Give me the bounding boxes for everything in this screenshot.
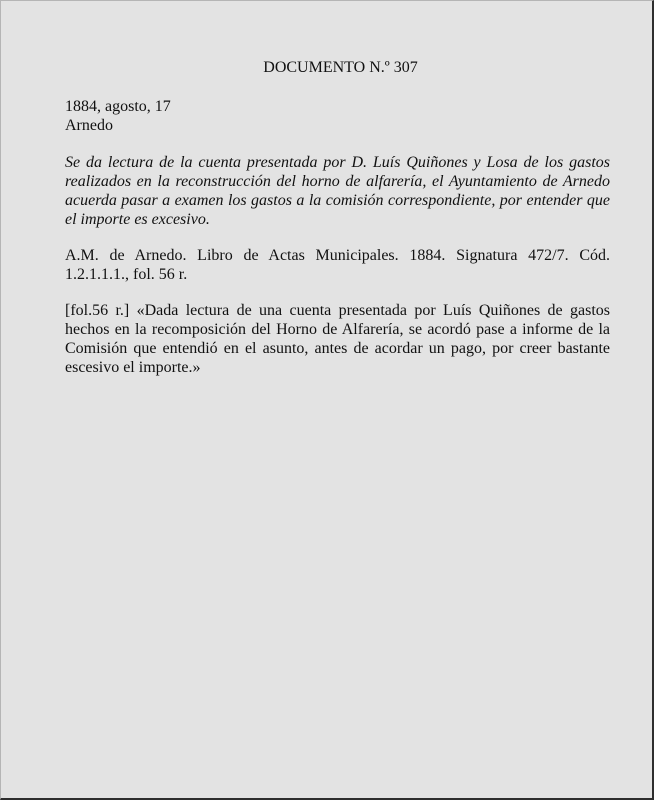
- document-title: DOCUMENTO N.º 307: [263, 59, 418, 76]
- document-content: [65, 58, 610, 394]
- archive-source: A.M. de Arnedo. Libro de Actas Municipales. 1884. Signatura 472/7. Cód. 1.2.1.1.1., fol. 56 r.: [65, 247, 610, 283]
- date-place-block: [65, 97, 610, 135]
- document-place: Arnedo: [65, 117, 113, 134]
- document-summary: Se da lectura de la cuenta presentada por D. Luís Quiñones y Losa de los gastos realizados en la reconstrucción del horno de alfarería, el Ayuntamiento de Arnedo acuerda pasar a examen los gastos a la comisión correspondiente, por entender que el importe es excesivo.: [65, 154, 610, 228]
- document-date: 1884, agosto, 17: [65, 98, 171, 115]
- transcription-text: [fol.56 r.] «Dada lectura de una cuenta presentada por Luís Quiñones de gastos hechos en la recomposición del Horno de Alfarería, se acordó pase a informe de la Comisión que entendió en el asunto, antes de acordar un pago, por creer bastante escesivo el importe.»: [65, 302, 610, 376]
